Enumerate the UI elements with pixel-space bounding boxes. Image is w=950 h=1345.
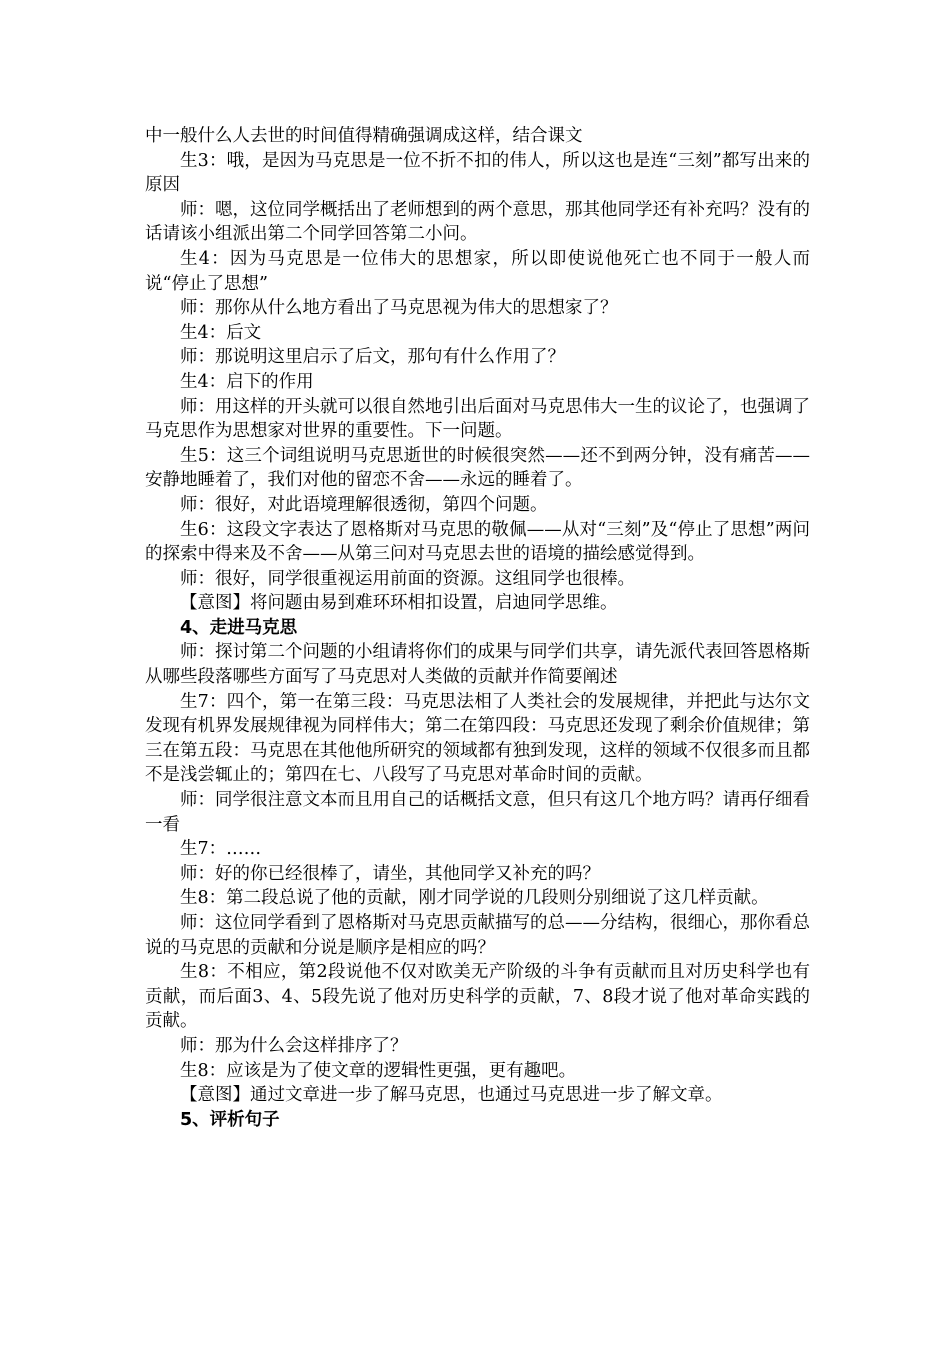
paragraph: 师：同学很注意文本而且用自己的话概括文意，但只有这几个地方吗？请再仔细看一看 bbox=[145, 790, 810, 835]
paragraph: 生7：…… bbox=[180, 839, 262, 860]
paragraph: 中一般什么人去世的时间值得精确强调成这样，结合课文 bbox=[145, 126, 583, 146]
paragraph: 生7：四个，第一在第三段：马克思法相了人类社会的发展规律，并把此与达尔文发现有机界发展规律视为同样伟大；第二在第四段：马克思还发现了剩余价值规律；第三在第五段：马克思在其他他所研究的领域都有独到发现，这样的领域不仅很多而且都不是浅尝辄止的；第四在七、八段写了马克思对革命时间的贡献。 bbox=[145, 691, 810, 786]
paragraph: 师：那说明这里启示了后文，那句有什么作用了？ bbox=[180, 347, 565, 368]
intent-note: 【意图】通过文章进一步了解马克思，也通过马克思进一步了解文章。 bbox=[180, 1085, 723, 1106]
paragraph: 师：这位同学看到了恩格斯对马克思贡献描写的总——分结构，很细心，那你看总说的马克思的贡献和分说是顺序是相应的吗？ bbox=[145, 913, 810, 958]
paragraph: 师：好的你已经很棒了，请坐，其他同学又补充的吗？ bbox=[180, 863, 600, 884]
paragraph: 生4：启下的作用 bbox=[180, 371, 314, 392]
paragraph: 师：那为什么会这样排序了？ bbox=[180, 1035, 408, 1056]
paragraph: 师：用这样的开头就可以很自然地引出后面对马克思伟大一生的议论了，也强调了马克思作为思想家对世界的重要性。下一问题。 bbox=[145, 396, 810, 442]
paragraph: 师：探讨第二个问题的小组请将你们的成果与同学们共享，请先派代表回答恩格斯从哪些段落哪些方面写了马克思对人类做的贡献并作简要阐述 bbox=[145, 642, 810, 688]
section-heading: 5、评析句子 bbox=[180, 1109, 280, 1130]
paragraph: 师：很好，对此语境理解很透彻，第四个问题。 bbox=[180, 494, 548, 515]
document-page bbox=[145, 124, 810, 1132]
paragraph: 生8：不相应，第2段说他不仅对欧美无产阶级的斗争有贡献而且对历史科学也有贡献，而后面3、4、5段先说了他对历史科学的贡献，7、8段才说了他对革命实践的贡献。 bbox=[145, 962, 810, 1032]
section-heading: 4、走进马克思 bbox=[180, 617, 298, 638]
paragraph: 生8：第二段总说了他的贡献，刚才同学说的几段则分别细说了这几样贡献。 bbox=[180, 888, 769, 909]
paragraph: 生6：这段文字表达了恩格斯对马克思的敬佩——从对“三刻”及“停止了思想”两问的探索中得来及不舍——从第三问对马克思去世的语境的描绘感觉得到。 bbox=[145, 519, 810, 565]
paragraph: 生4：因为马克思是一位伟大的思想家，所以即使说他死亡也不同于一般人而说“停止了思想” bbox=[145, 248, 810, 294]
paragraph: 生5：这三个词组说明马克思逝世的时候很突然——还不到两分钟，没有痛苦——安静地睡着了，我们对他的留恋不舍——永远的睡着了。 bbox=[145, 445, 810, 491]
intent-note: 【意图】将问题由易到难环环相扣设置，启迪同学思维。 bbox=[180, 593, 618, 614]
paragraph: 师：很好，同学很重视运用前面的资源。这组同学也很棒。 bbox=[180, 568, 635, 589]
paragraph: 生4：后文 bbox=[180, 322, 262, 343]
paragraph: 生3：哦，是因为马克思是一位不折不扣的伟人，所以这也是连“三刻”都写出来的原因 bbox=[145, 150, 810, 196]
paragraph: 师：那你从什么地方看出了马克思视为伟大的思想家了？ bbox=[180, 298, 618, 319]
paragraph: 生8：应该是为了使文章的逻辑性更强，更有趣吧。 bbox=[180, 1060, 577, 1081]
paragraph: 师：嗯，这位同学概括出了老师想到的两个意思，那其他同学还有补充吗？没有的话请该小组派出第二个同学回答第二小问。 bbox=[145, 199, 810, 245]
